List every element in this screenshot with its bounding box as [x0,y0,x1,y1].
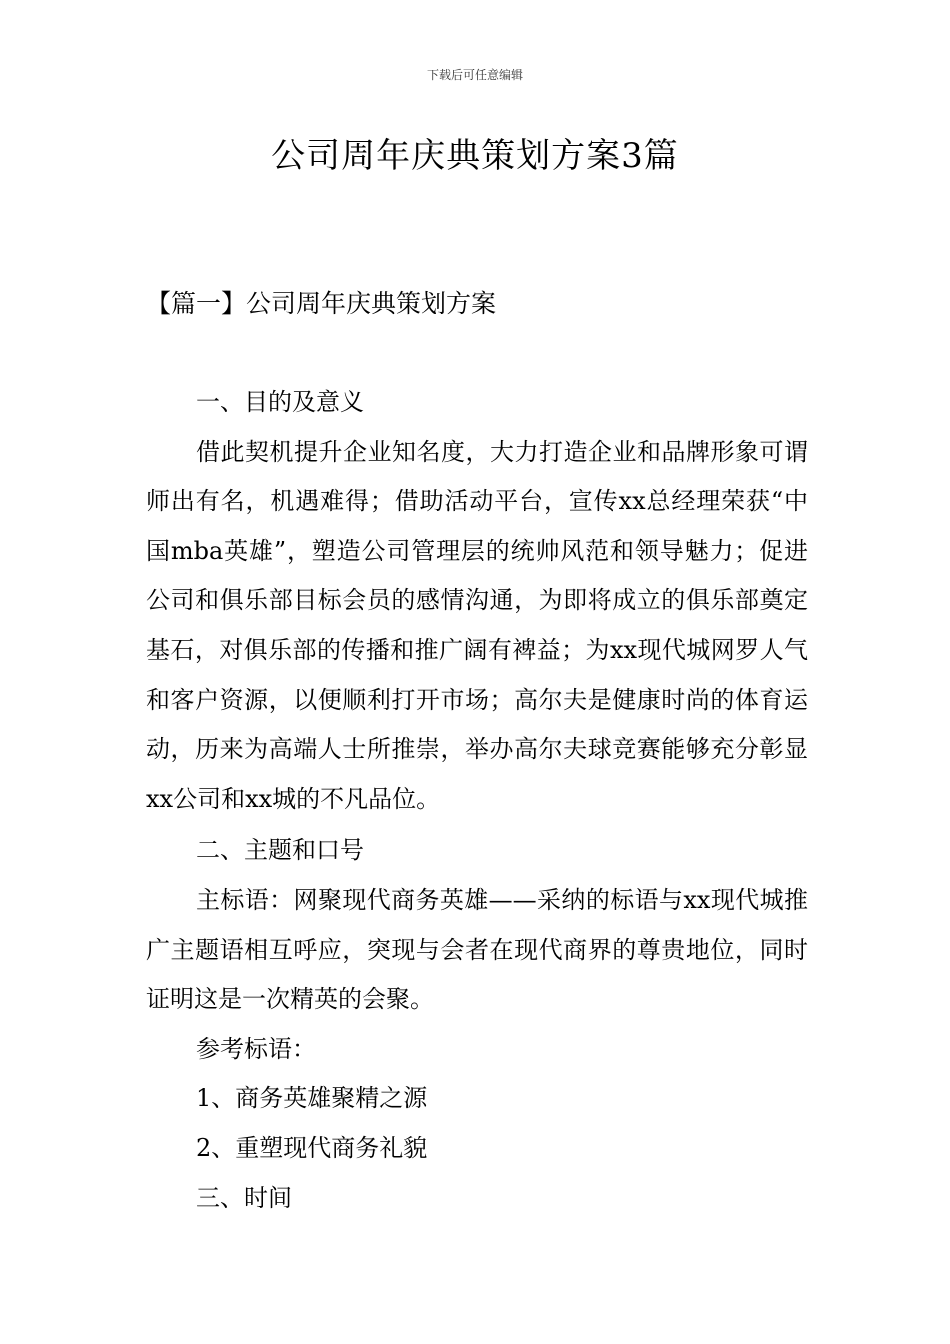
label-reference-slogans: 参考标语： [196,1034,316,1063]
heading-purpose: 一、目的及意义 [196,388,364,416]
paragraph-main-slogan: 主标语：网聚现代商务英雄——采纳的标语与xx现代城推广主题语相互呼应，突现与会者在现代商界的尊贵地位，同时证明这是一次精英的会聚。 [146,885,808,1014]
document-title: 公司周年庆典策划方案3篇 [271,136,679,176]
heading-time: 三、时间 [196,1183,292,1212]
document-body [146,378,808,1223]
paragraph-purpose: 借此契机提升企业知名度，大力打造企业和品牌形象可谓师出有名，机遇难得；借助活动平台，宣传xx总经理荣获“中国mba英雄”，塑造公司管理层的统帅风范和领导魅力；促进公司和俱乐部目标会员的感情沟通，为即将成立的俱乐部奠定基石，对俱乐部的传播和推广阔有裨益；为xx现代城网罗人气和客户资源，以便顺利打开市场；高尔夫是健康时尚的体育运动，历来为高端人士所推崇，举办高尔夫球竞赛能够充分彰显xx公司和xx城的不凡品位。 [146,437,808,813]
heading-theme: 二、主题和口号 [196,836,364,865]
part-heading: 【篇一】公司周年庆典策划方案 [146,289,497,318]
header-note: 下载后可任意编辑 [426,68,523,82]
list-item-slogan-2: 2、重塑现代商务礼貌 [196,1133,428,1162]
list-item-slogan-1: 1、商务英雄聚精之源 [196,1084,428,1113]
